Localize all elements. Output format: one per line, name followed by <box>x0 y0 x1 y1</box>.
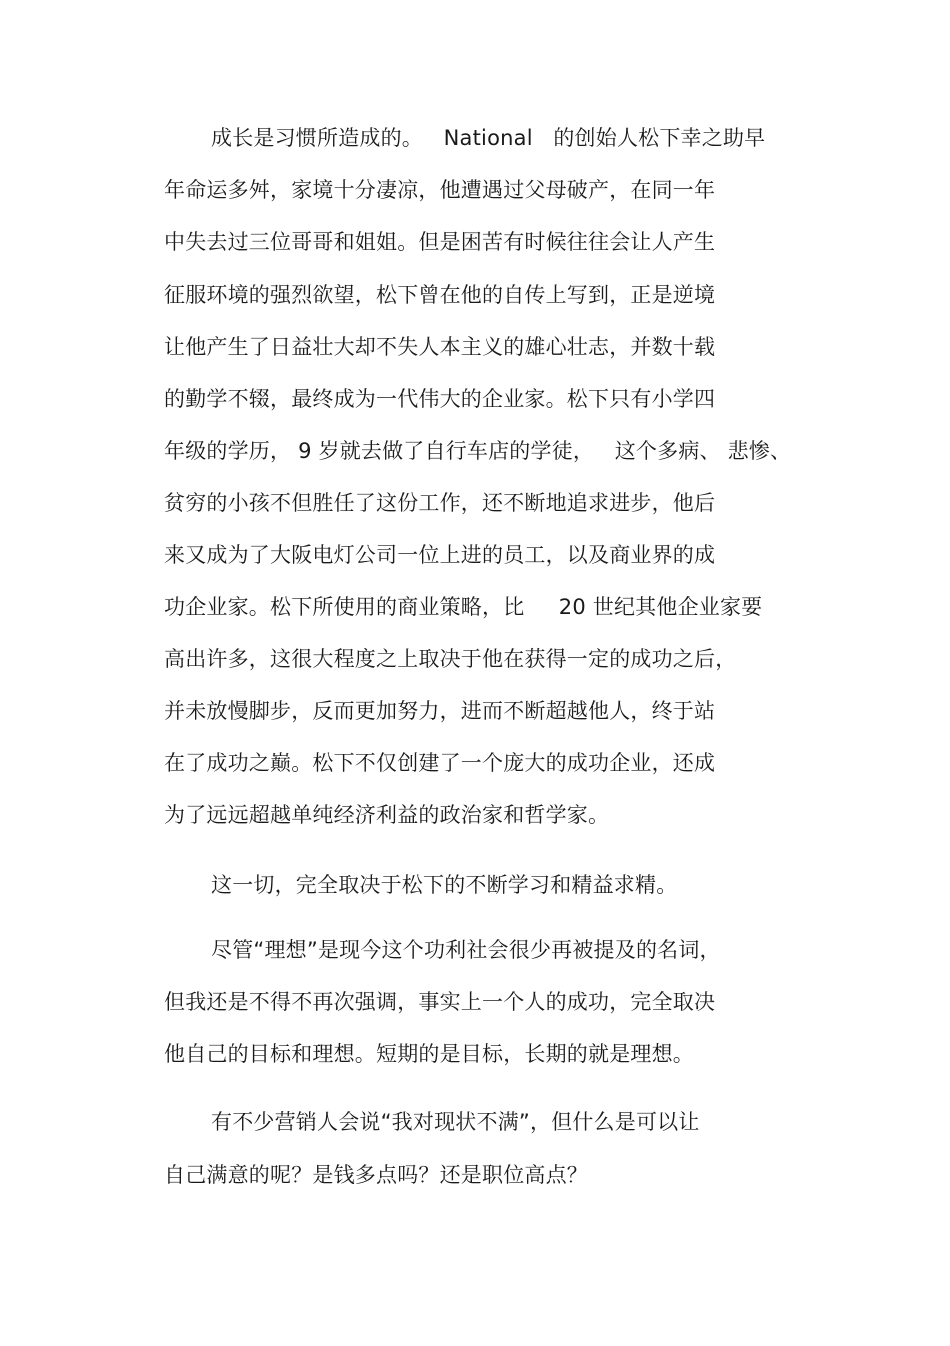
paragraph-line: 来又成为了大阪电灯公司一位上进的员工，以及商业界的成 <box>164 543 716 567</box>
paragraph-line: 并未放慢脚步，反而更加努力，进而不断超越他人，终于站 <box>164 699 716 723</box>
paragraph-line: 为了远远超越单纯经济利益的政治家和哲学家。 <box>164 803 610 827</box>
paragraph-line: 的勤学不辍，最终成为一代伟大的企业家。松下只有小学四 <box>164 387 716 411</box>
paragraph-line: 尽管“理想”是现今这个功利社会很少再被提及的名词， <box>211 938 721 962</box>
paragraph-line: 年级的学历， 9 岁就去做了自行车店的学徒， 这个多病、 悲惨、 <box>164 439 792 463</box>
paragraph-line: 这一切，完全取决于松下的不断学习和精益求精。 <box>211 873 678 897</box>
paragraph-line: 成长是习惯所造成的。 National 的创始人松下幸之助早 <box>211 126 766 150</box>
paragraph-line: 中失去过三位哥哥和姐姐。但是困苦有时候往往会让人产生 <box>164 230 716 254</box>
paragraph-line: 自己满意的呢？是钱多点吗？还是职位高点？ <box>164 1163 588 1187</box>
paragraph-line: 有不少营销人会说“我对现状不满”，但什么是可以让 <box>211 1110 700 1134</box>
paragraph-line: 但我还是不得不再次强调，事实上一个人的成功，完全取决 <box>164 990 716 1014</box>
paragraph-line: 年命运多舛，家境十分凄凉，他遭遇过父母破产，在同一年 <box>164 178 716 202</box>
paragraph-line: 在了成功之巅。松下不仅创建了一个庞大的成功企业，还成 <box>164 751 716 775</box>
paragraph-line: 高出许多，这很大程度之上取决于他在获得一定的成功之后， <box>164 647 737 671</box>
paragraph-line: 贫穷的小孩不但胜任了这份工作，还不断地追求进步，他后 <box>164 491 716 515</box>
paragraph-line: 让他产生了日益壮大却不失人本主义的雄心壮志，并数十载 <box>164 335 716 359</box>
paragraph-line: 征服环境的强烈欲望，松下曾在他的自传上写到，正是逆境 <box>164 283 716 307</box>
paragraph-line: 他自己的目标和理想。短期的是目标，长期的就是理想。 <box>164 1042 694 1066</box>
paragraph-line: 功企业家。松下所使用的商业策略，比 20 世纪其他企业家要 <box>164 595 763 619</box>
